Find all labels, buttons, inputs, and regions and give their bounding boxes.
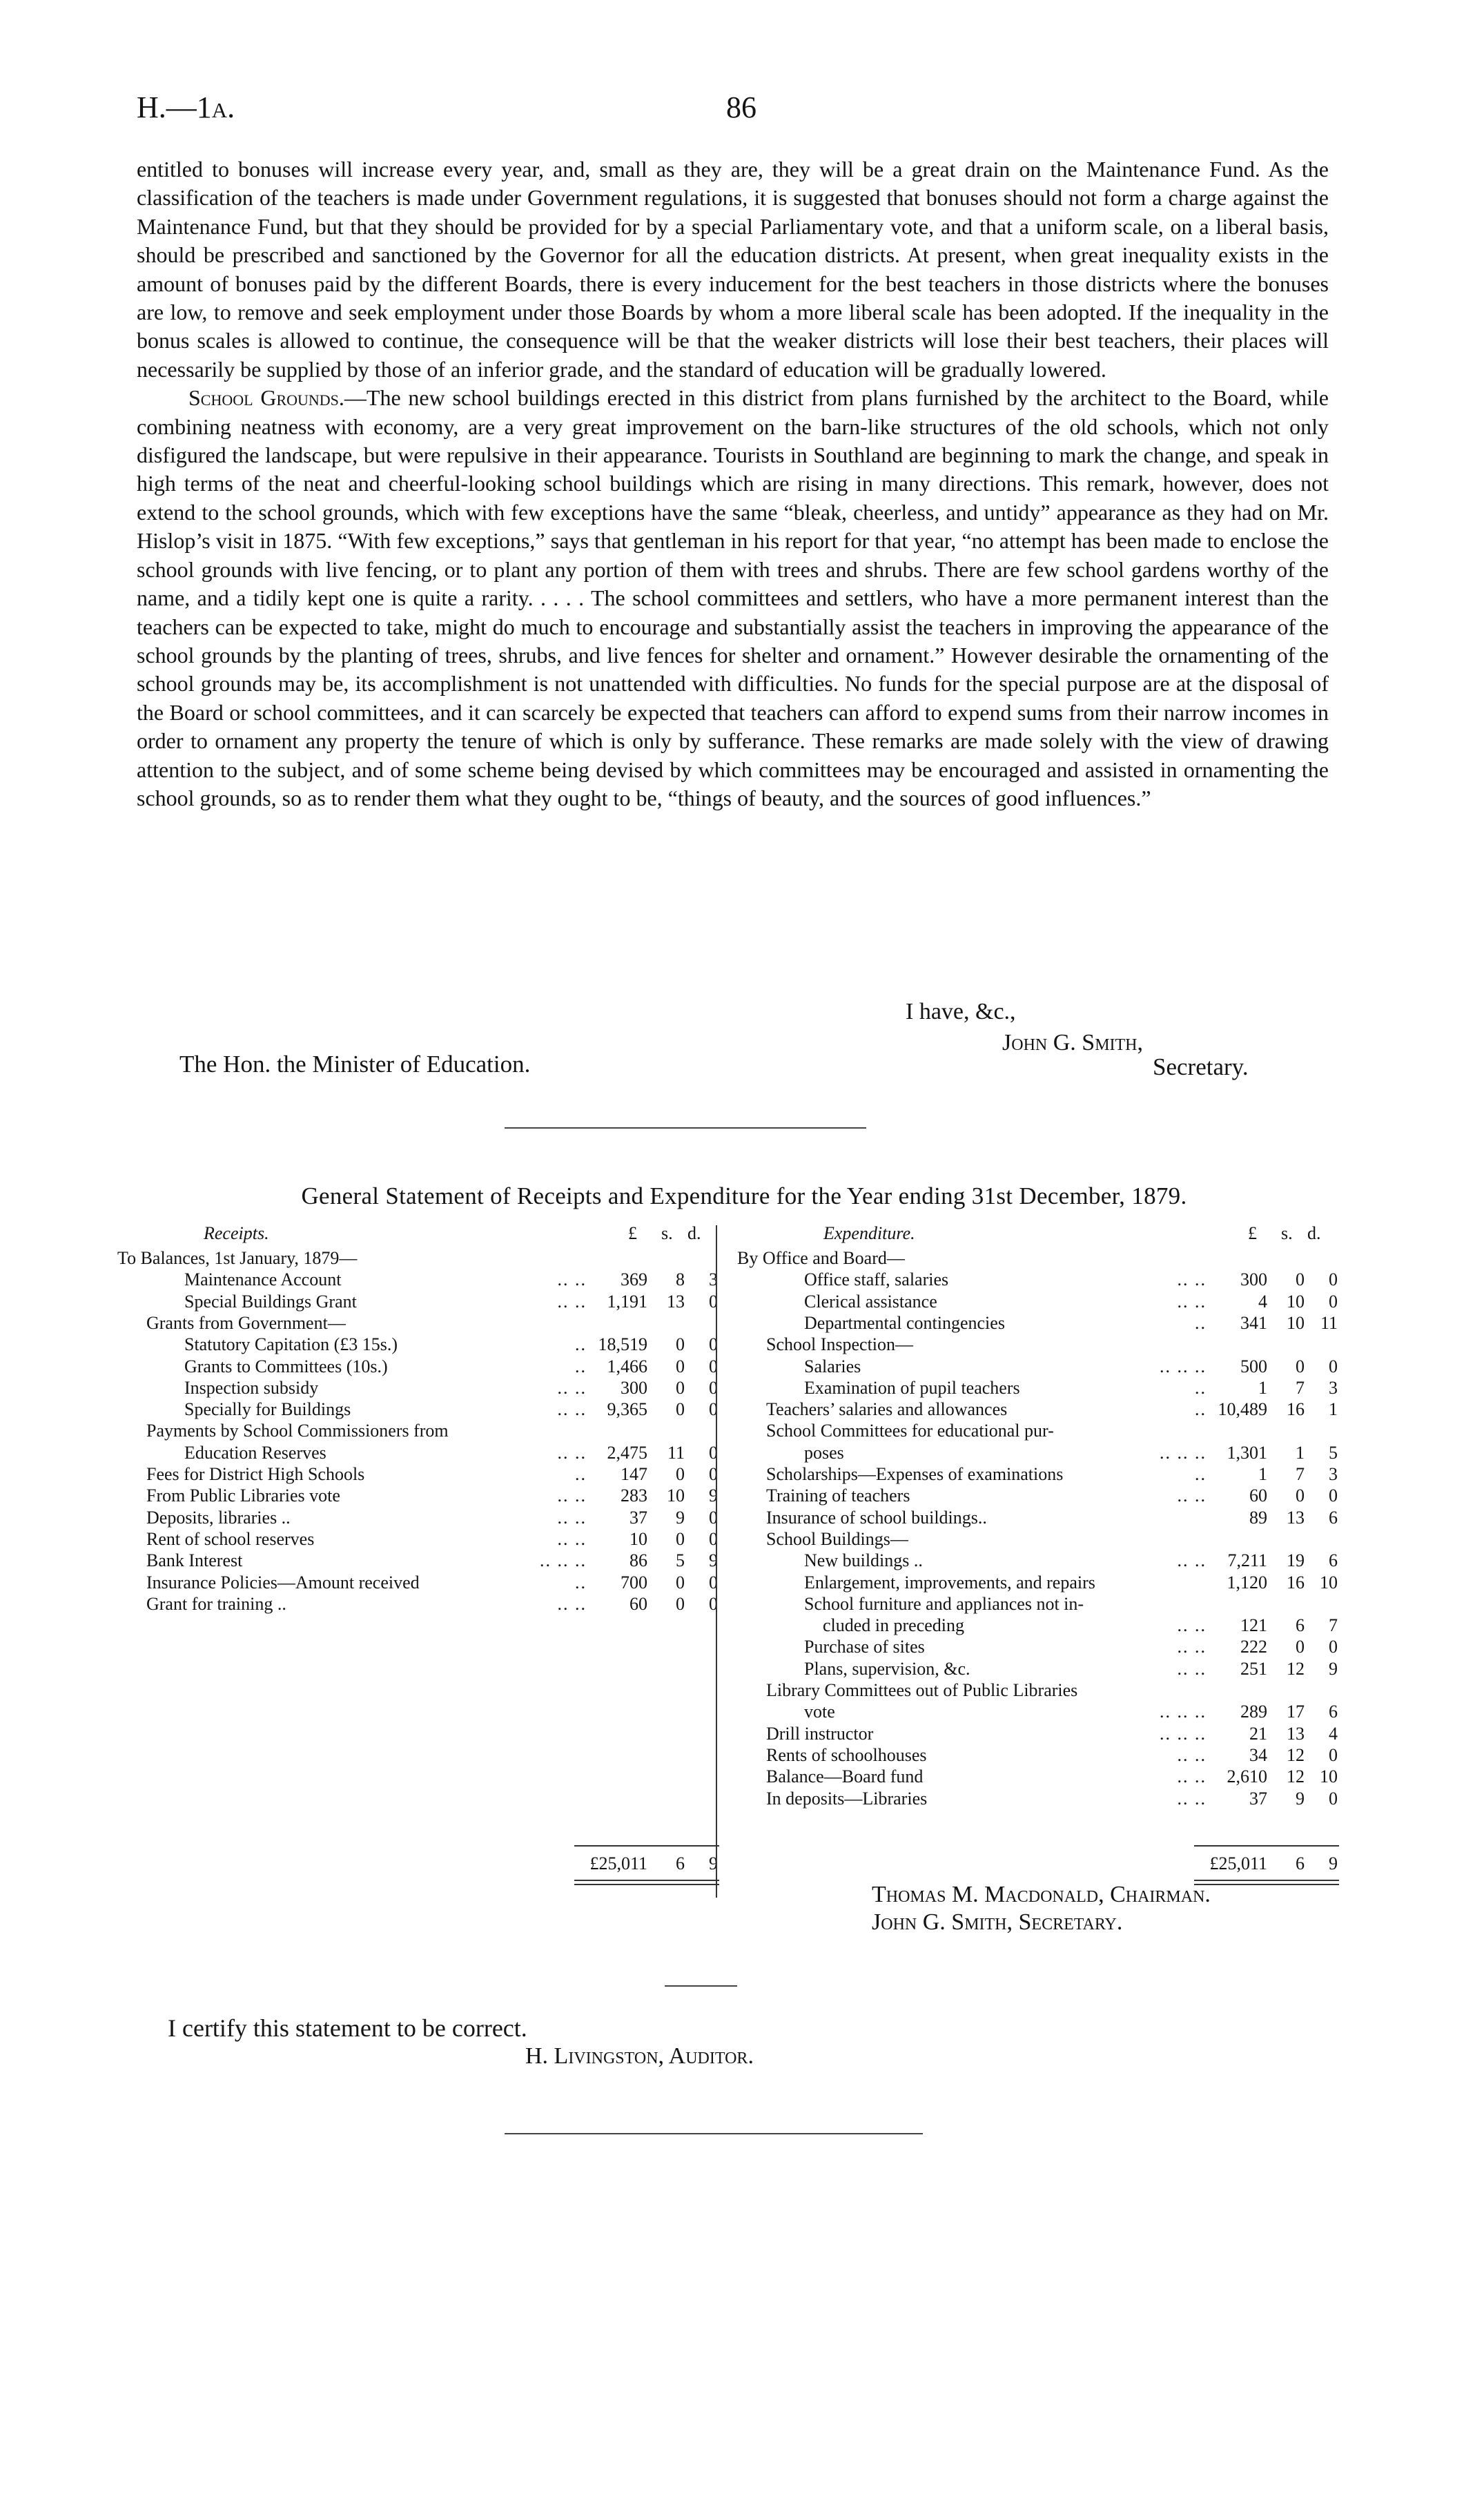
ledger-row (117, 1378, 725, 1399)
leader-dots: .. (1195, 1312, 1207, 1333)
shillings-value: 10 (1287, 1291, 1305, 1312)
leader-dots: .. .. (1177, 1788, 1207, 1809)
pence-value: 0 (1329, 1291, 1338, 1312)
shillings-value: 0 (676, 1528, 685, 1549)
leader-dots: .. .. (557, 1528, 587, 1549)
pounds-value: 1 (1258, 1377, 1267, 1398)
pounds-value: 222 (1240, 1637, 1267, 1657)
double-rule-bottom (1194, 1884, 1339, 1885)
row-label: Payments by School Commissioners from (146, 1421, 449, 1441)
school-grounds-text: —The new school buildings erected in this district from plans furnished by the architect to the Board, while combining neatness with economy, are a very great improvement on the barn-like structures of the old schools, which not only disfigured the landscape, but were repulsive in their appearance. Tourists in Southland are beginning to mark the change, and speak in high terms of the neat and cheerful-looking school buildings which are rising in many directions. This remark, however, does not extend to the school grounds, which with few exceptions have the same “bleak, cheerless, and untidy” appearance as they had on Mr. Hislop’s visit in 1875. “With few exceptions,” says that gentleman in his report for that year, “no attempt has been made to enclose the school grounds with live fencing, or to plant any portion of them with trees and shrubs. There are few school gardens worthy of the name, and a tidily kept one is quite a rarity. . . . . The school committees and settlers, who have a more permanent interest than the teachers can be expected to take, might do much to encourage and substantially assist the teachers in improving the appearance of the school grounds by the planting of trees, shrubs, and live fences for shelter and ornament.” However desirable the ornamenting of the school grounds may be, its accomplishment is not unattended with difficulties. No funds for the special purpose are at the disposal of the Board or school committees, and it can scarcely be expected that teachers can afford to expend sums from their narrow incomes in order to ornament any property the tenure of which is only by sufferance. These remarks are made solely with the view of drawing attention to the subject, and of some scheme being devised by which committees may be encouraged and assisted in ornamenting the school grounds, so as to render them what they ought to be, “things of beauty, and the sources of good influences.” (137, 385, 1329, 810)
pence-value: 6 (1329, 1702, 1338, 1722)
ledger-row (737, 1292, 1345, 1313)
ledger-row (117, 1443, 725, 1464)
pounds-value: 1 (1258, 1464, 1267, 1484)
pence-value: 5 (1329, 1442, 1338, 1463)
ledger-row (737, 1572, 1345, 1594)
leader-dots: .. (1195, 1399, 1207, 1420)
ledger-row (737, 1421, 1345, 1442)
leader-dots: .. .. (557, 1291, 587, 1312)
column-heading: Receipts. (204, 1223, 269, 1243)
shillings-value: 0 (1296, 1637, 1305, 1657)
row-label: Balance—Board fund (766, 1766, 924, 1787)
pence-value: 0 (709, 1442, 718, 1463)
row-label: Maintenance Account (184, 1269, 342, 1290)
ledger-row (117, 1399, 725, 1421)
ledger-row (117, 1292, 725, 1313)
pounds-value: 500 (1240, 1356, 1267, 1376)
shillings-value: 9 (676, 1507, 685, 1528)
pounds-value: 300 (1240, 1269, 1267, 1290)
pounds-value: 1,120 (1227, 1572, 1267, 1593)
row-label: Salaries (804, 1356, 861, 1376)
row-label: Insurance of school buildings.. (766, 1507, 987, 1528)
pounds-header: £ (628, 1223, 637, 1243)
pounds-value: 1,466 (607, 1356, 647, 1376)
shillings-value: 9 (1296, 1788, 1305, 1809)
pence-value: 0 (1329, 1744, 1338, 1765)
letter-signatory-title: Secretary. (1153, 1053, 1249, 1080)
shillings-value: 0 (676, 1399, 685, 1420)
leader-dots: .. .. (557, 1593, 587, 1614)
pounds-value: 300 (621, 1377, 647, 1398)
row-label: Insurance Policies—Amount received (146, 1572, 420, 1593)
total-pence: 9 (709, 1853, 718, 1873)
total-pounds: £25,011 (589, 1853, 647, 1873)
school-grounds-heading: School Grounds. (188, 385, 344, 411)
pence-value: 0 (709, 1593, 718, 1614)
row-label: Bank Interest (146, 1550, 243, 1571)
shillings-header: s. (661, 1223, 673, 1243)
double-rule-bottom (574, 1884, 719, 1885)
shillings-value: 0 (676, 1572, 685, 1593)
pence-value: 0 (1329, 1269, 1338, 1290)
pence-value: 6 (1329, 1507, 1338, 1528)
shillings-value: 0 (676, 1377, 685, 1398)
page-number: 86 (726, 90, 756, 124)
pence-value: 3 (1329, 1464, 1338, 1484)
row-label: From Public Libraries vote (146, 1486, 340, 1506)
pence-value: 3 (709, 1269, 718, 1290)
ledger-row (117, 1529, 725, 1550)
row-label: Education Reserves (184, 1442, 326, 1463)
pence-value: 7 (1329, 1615, 1338, 1636)
ledger-row (737, 1550, 1345, 1572)
row-label: Examination of pupil teachers (804, 1377, 1020, 1398)
pence-value: 0 (1329, 1356, 1338, 1376)
school-grounds-paragraph (137, 384, 1329, 812)
total-rule (1194, 1845, 1339, 1847)
row-label: By Office and Board— (737, 1248, 905, 1268)
pence-value: 10 (1320, 1572, 1338, 1593)
row-label: Library Committees out of Public Libraries (766, 1680, 1078, 1700)
ledger-row (737, 1378, 1345, 1399)
pounds-value: 2,610 (1227, 1766, 1267, 1787)
pence-header: d. (1307, 1223, 1321, 1243)
row-label: Training of teachers (766, 1486, 910, 1506)
pence-value: 6 (1329, 1550, 1338, 1571)
pounds-value: 10,489 (1218, 1399, 1267, 1420)
ledger-row (117, 1486, 725, 1507)
report-body (137, 155, 1329, 812)
ledger-row (737, 1702, 1345, 1723)
ledger-row (737, 1766, 1345, 1788)
leader-dots: .. .. (1177, 1291, 1207, 1312)
pence-value: 9 (709, 1486, 718, 1506)
pence-value: 0 (709, 1399, 718, 1420)
pounds-value: 251 (1240, 1658, 1267, 1679)
total-shillings: 6 (676, 1853, 685, 1873)
section-divider (505, 1127, 866, 1129)
shillings-value: 16 (1287, 1572, 1305, 1593)
shillings-value: 6 (1296, 1615, 1305, 1636)
row-label: To Balances, 1st January, 1879— (117, 1248, 358, 1268)
total-rule (574, 1845, 719, 1847)
pence-header: d. (687, 1223, 701, 1243)
pence-value: 0 (709, 1528, 718, 1549)
row-label: In deposits—Libraries (766, 1788, 928, 1809)
pounds-value: 283 (621, 1486, 647, 1506)
shillings-value: 1 (1296, 1442, 1305, 1463)
ledger-row (737, 1789, 1345, 1810)
pounds-value: 60 (629, 1593, 647, 1614)
pence-value: 0 (1329, 1637, 1338, 1657)
leader-dots: .. .. (1177, 1744, 1207, 1765)
row-label: poses (804, 1442, 844, 1463)
shillings-value: 7 (1296, 1377, 1305, 1398)
total-shillings: 6 (1296, 1853, 1305, 1873)
bottom-divider (505, 2133, 923, 2134)
pounds-value: 1,191 (607, 1291, 647, 1312)
pence-value: 9 (1329, 1658, 1338, 1679)
pounds-value: 2,475 (607, 1442, 647, 1463)
leader-dots: .. (1195, 1464, 1207, 1484)
pounds-value: 341 (1240, 1312, 1267, 1333)
pence-value: 0 (709, 1291, 718, 1312)
pounds-value: 10 (629, 1528, 647, 1549)
pence-value: 10 (1320, 1766, 1338, 1787)
ledger-row (117, 1572, 725, 1594)
ledger-row (737, 1399, 1345, 1421)
total-pounds: £25,011 (1209, 1853, 1267, 1873)
row-label: Purchase of sites (804, 1637, 925, 1657)
ledger-row (737, 1356, 1345, 1378)
pounds-value: 89 (1249, 1507, 1267, 1528)
shillings-value: 10 (1287, 1312, 1305, 1333)
pence-value: 4 (1329, 1723, 1338, 1744)
leader-dots: .. .. .. (540, 1550, 587, 1571)
ledger-row (737, 1637, 1345, 1658)
ledger-row (117, 1508, 725, 1529)
pence-value: 11 (1320, 1312, 1338, 1333)
ledger-row (737, 1659, 1345, 1680)
shillings-value: 0 (676, 1356, 685, 1376)
leader-dots: .. .. .. (1160, 1702, 1207, 1722)
pounds-value: 18,519 (598, 1334, 647, 1355)
shillings-value: 5 (676, 1550, 685, 1571)
ledger-row (117, 1594, 725, 1615)
letter-greeting: I have, &c., (906, 999, 1016, 1024)
shillings-value: 13 (1287, 1507, 1305, 1528)
ledger-row (737, 1594, 1345, 1615)
pounds-value: 60 (1249, 1486, 1267, 1506)
ledger-row (737, 1248, 1345, 1269)
pounds-value: 369 (621, 1269, 647, 1290)
double-rule-top (1194, 1880, 1339, 1881)
pounds-value: 37 (1249, 1788, 1267, 1809)
ledger-row (117, 1550, 725, 1572)
ledger-row (737, 1745, 1345, 1766)
ledger-row (117, 1334, 725, 1356)
row-label: Specially for Buildings (184, 1399, 351, 1420)
shillings-value: 0 (676, 1464, 685, 1484)
leader-dots: .. .. (557, 1507, 587, 1528)
leader-dots: .. (575, 1334, 587, 1355)
leader-dots: .. .. (1177, 1766, 1207, 1787)
pence-value: 9 (709, 1550, 718, 1571)
bonus-paragraph: entitled to bonuses will increase every year, and, small as they are, they will be a great drain on the Maintenance Fund. As the classification of the teachers is made under Government regulations, it is suggested that bonuses should not form a charge against the Maintenance Fund, but that they should be provided for by a special Parliamentary vote, and that a uniform scale, on a liberal basis, should be prescribed and sanctioned by the Governor for all the education districts. At present, when great inequality exists in the amount of bonuses paid by the different Boards, there is every inducement for the best teachers in those districts where the bonuses are low, to remove and seek employment under those Boards by whom a more liberal scale has been adopted. If the inequality in the bonus scales is allowed to continue, the consequence will be that the weaker districts will lose their best teachers, their places will necessarily be supplied by those of an inferior grade, and the standard of education will be gradually lowered. (137, 157, 1329, 382)
total-row (117, 1853, 725, 1875)
pounds-value: 21 (1249, 1723, 1267, 1744)
ledger-row (737, 1464, 1345, 1486)
shillings-value: 10 (667, 1486, 685, 1506)
report-reference: H.—1a. (137, 90, 235, 124)
ledger-row (117, 1248, 725, 1269)
leader-dots: .. .. (557, 1377, 587, 1398)
leader-dots: .. .. (1177, 1658, 1207, 1679)
pence-value: 0 (709, 1507, 718, 1528)
ledger-row (117, 1421, 725, 1442)
pounds-value: 289 (1240, 1702, 1267, 1722)
ledger-row (737, 1508, 1345, 1529)
shillings-value: 13 (1287, 1723, 1305, 1744)
row-label: Enlargement, improvements, and repairs (804, 1572, 1095, 1593)
leader-dots: .. .. (557, 1442, 587, 1463)
pounds-value: 147 (621, 1464, 647, 1484)
row-label: School Buildings— (766, 1528, 908, 1549)
pence-value: 0 (709, 1377, 718, 1398)
pence-value: 0 (709, 1464, 718, 1484)
shillings-value: 13 (667, 1291, 685, 1312)
ledger-row (737, 1529, 1345, 1550)
ledger-row (117, 1269, 725, 1291)
row-label: New buildings .. (804, 1550, 923, 1571)
certification-text: I certify this statement to be correct. (168, 2014, 527, 2042)
pence-value: 0 (1329, 1486, 1338, 1506)
shillings-value: 0 (676, 1334, 685, 1355)
secretary-signature: John G. Smith, Secretary. (872, 1909, 1123, 1935)
chairman-signature: Thomas M. Macdonald, Chairman. (872, 1882, 1211, 1907)
leader-dots: .. .. (1177, 1486, 1207, 1506)
ledger-row (117, 1464, 725, 1486)
shillings-value: 12 (1287, 1658, 1305, 1679)
row-label: School Committees for educational pur- (766, 1421, 1054, 1441)
pence-value: 0 (1329, 1788, 1338, 1809)
pence-value: 0 (709, 1334, 718, 1355)
shillings-value: 19 (1287, 1550, 1305, 1571)
shillings-value: 0 (1296, 1269, 1305, 1290)
shillings-header: s. (1281, 1223, 1293, 1243)
ledger-row (737, 1724, 1345, 1745)
row-label: Grants to Committees (10s.) (184, 1356, 388, 1376)
row-label: Rent of school reserves (146, 1528, 315, 1549)
row-label: Grants from Government— (146, 1312, 346, 1333)
shillings-value: 12 (1287, 1766, 1305, 1787)
row-label: Clerical assistance (804, 1291, 937, 1312)
ledger-row (737, 1486, 1345, 1507)
pounds-value: 34 (1249, 1744, 1267, 1765)
pounds-value: 1,301 (1227, 1442, 1267, 1463)
leader-dots: .. .. (557, 1486, 587, 1506)
row-label: Special Buildings Grant (184, 1291, 357, 1312)
row-label: Teachers’ salaries and allowances (766, 1399, 1008, 1420)
short-divider (665, 1985, 737, 1987)
shillings-value: 16 (1287, 1399, 1305, 1420)
row-label: Deposits, libraries .. (146, 1507, 291, 1528)
ledger-row (737, 1313, 1345, 1334)
row-label: Scholarships—Expenses of examinations (766, 1464, 1064, 1484)
pence-value: 1 (1329, 1399, 1338, 1420)
column-separator (716, 1225, 717, 1898)
row-label: cluded in preceding (823, 1615, 965, 1636)
shillings-value: 0 (1296, 1356, 1305, 1376)
ledger-row (737, 1334, 1345, 1356)
row-label: Grant for training .. (146, 1593, 286, 1614)
leader-dots: .. (1195, 1377, 1207, 1398)
leader-dots: .. (575, 1464, 587, 1484)
pounds-value: 4 (1258, 1291, 1267, 1312)
leader-dots: .. (575, 1572, 587, 1593)
pounds-value: 7,211 (1227, 1550, 1267, 1571)
leader-dots: .. .. (557, 1269, 587, 1290)
total-row (737, 1853, 1345, 1875)
leader-dots: .. .. (557, 1399, 587, 1420)
column-heading: Expenditure. (823, 1223, 915, 1243)
statement-title: General Statement of Receipts and Expenditure for the Year ending 31st December, 1879. (301, 1182, 1187, 1209)
ledger-row (737, 1269, 1345, 1291)
pounds-value: 86 (629, 1550, 647, 1571)
row-label: Rents of schoolhouses (766, 1744, 927, 1765)
row-label: Departmental contingencies (804, 1312, 1005, 1333)
row-label: School furniture and appliances not in- (804, 1593, 1084, 1614)
leader-dots: .. .. (1177, 1550, 1207, 1571)
leader-dots: .. .. .. (1160, 1356, 1207, 1376)
auditor-signature: H. Livingston, Auditor. (525, 2043, 754, 2069)
ledger-row (117, 1356, 725, 1378)
row-label: School Inspection— (766, 1334, 914, 1355)
shillings-value: 0 (1296, 1486, 1305, 1506)
leader-dots: .. (575, 1356, 587, 1376)
shillings-value: 12 (1287, 1744, 1305, 1765)
ledger-row (737, 1680, 1345, 1702)
row-label: Statutory Capitation (£3 15s.) (184, 1334, 398, 1355)
shillings-value: 8 (676, 1269, 685, 1290)
leader-dots: .. .. .. (1160, 1442, 1207, 1463)
row-label: Inspection subsidy (184, 1377, 319, 1398)
pounds-value: 9,365 (607, 1399, 647, 1420)
shillings-value: 0 (676, 1593, 685, 1614)
leader-dots: .. .. (1177, 1637, 1207, 1657)
row-label: Office staff, salaries (804, 1269, 949, 1290)
row-label: Plans, supervision, &c. (804, 1658, 970, 1679)
total-pence: 9 (1329, 1853, 1338, 1873)
pounds-value: 700 (621, 1572, 647, 1593)
ledger-row (737, 1615, 1345, 1637)
leader-dots: .. .. (1177, 1615, 1207, 1636)
pence-value: 0 (709, 1572, 718, 1593)
shillings-value: 7 (1296, 1464, 1305, 1484)
row-label: Fees for District High Schools (146, 1464, 365, 1484)
letter-signatory: John G. Smith, (1002, 1030, 1144, 1055)
ledger-row (737, 1443, 1345, 1464)
leader-dots: .. .. (1177, 1269, 1207, 1290)
shillings-value: 11 (667, 1442, 685, 1463)
pounds-value: 121 (1240, 1615, 1267, 1636)
shillings-value: 17 (1287, 1702, 1305, 1722)
pence-value: 3 (1329, 1377, 1338, 1398)
row-label: Drill instructor (766, 1723, 874, 1744)
letter-addressee: The Hon. the Minister of Education. (179, 1051, 531, 1078)
pounds-value: 37 (629, 1507, 647, 1528)
pence-value: 0 (709, 1356, 718, 1376)
double-rule-top (574, 1880, 719, 1881)
pounds-header: £ (1248, 1223, 1257, 1243)
leader-dots: .. .. .. (1160, 1723, 1207, 1744)
ledger-row (117, 1313, 725, 1334)
row-label: vote (804, 1702, 835, 1722)
